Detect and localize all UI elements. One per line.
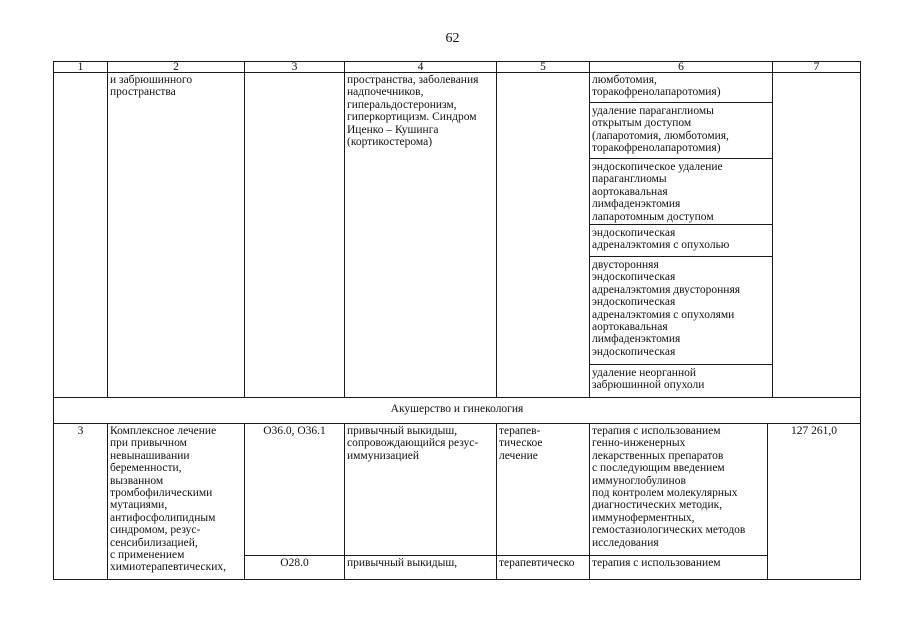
col-header-2: 2 <box>173 61 179 73</box>
col-header-6: 6 <box>678 61 684 73</box>
col-header-3: 3 <box>291 61 298 73</box>
col-header-1: 1 <box>77 61 84 73</box>
col-header-4: 4 <box>417 61 424 73</box>
row3-icd-codes: O36.0, O36.1 <box>263 425 326 437</box>
col6-item: эндоскопическое удаление параганглиомы аортокавальная лимфаденэктомия лапаротомным доступом <box>592 161 723 223</box>
col6-item: двусторонняя эндоскопическая адреналэктомия двусторонняя эндоскопическая адреналэктомия с опухолями аортокавальная лимфаденэктомия эндоскопическая <box>592 259 741 358</box>
col6-item: люмботомия, торакофренолапаротомия) <box>592 74 721 99</box>
col-header-5: 5 <box>540 61 546 73</box>
row-number: 3 <box>77 425 84 437</box>
cont-col4-text: пространства, заболевания надпочечников, гиперальдостеронизм, гиперкортицизм. Синдром Иценко – Кушинга (кортикостерома) <box>347 74 479 149</box>
col-header-7: 7 <box>813 61 820 73</box>
row3-cost: 127 261,0 <box>791 425 837 437</box>
section-title: Акушерство и гинекология <box>390 403 524 415</box>
page-number: 62 <box>445 31 460 46</box>
col6-item: эндоскопическая адреналэктомия с опухолью <box>592 227 730 252</box>
row3-treatment-method: терапия с использованием генно-инженерных лекарственных препаратов с последующим введением иммуноглобулинов под контролем молекулярных диагностических методик, иммуноферментных, гемостазиологических методов исследования <box>592 425 746 549</box>
row3b-icd-codes: O28.0 <box>280 557 309 569</box>
cont-col2-text: и забрюшинного пространства <box>110 74 193 99</box>
col6-item: удаление неорганной забрюшинной опухоли <box>592 367 705 392</box>
row3-col2-text: Комплексное лечение при привычном невынашивании беременности, вызванном тромбофилическими мутациями, антифосфолипидным синдромом, резус- сенсибилизацией, с применением химиотерапевтических, <box>110 425 226 574</box>
row3-model-patient: привычный выкидыш, сопровождающийся резус- иммунизацией <box>347 425 479 462</box>
col6-item: удаление параганглиомы открытым доступом (лапаротомия, люмботомия, торакофренолапаротомия) <box>592 105 729 155</box>
row3b-treatment-method: терапия с использованием <box>592 557 721 569</box>
row3b-treatment-type: терапевтическо <box>499 557 575 569</box>
row3b-model-patient: привычный выкидыш, <box>347 557 458 569</box>
row3-treatment-type: терапев- тическое лечение <box>499 425 543 462</box>
